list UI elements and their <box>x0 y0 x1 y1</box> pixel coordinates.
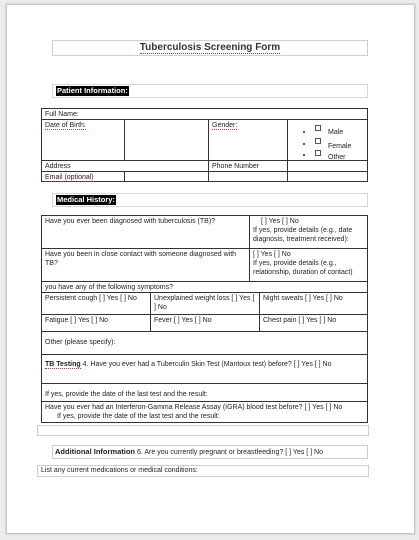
symptom-weight-loss[interactable]: Unexplained weight loss [ ] Yes [ ] No <box>150 292 260 315</box>
document-page <box>6 4 415 534</box>
email-field[interactable] <box>124 171 209 182</box>
other-checkbox[interactable] <box>315 150 321 156</box>
gender-other-label: Other <box>328 154 346 161</box>
tb-testing-label: TB Testing <box>45 361 81 368</box>
spacer-box <box>37 425 369 436</box>
symptom-chest-pain[interactable]: Chest pain [ ] Yes [ ] No <box>259 314 368 332</box>
bullet-icon <box>303 131 305 133</box>
symptoms-question: you have any of the following symptoms? <box>41 281 368 293</box>
medical-section-header <box>52 193 368 207</box>
tb-contact-question: Have you been in close contact with someone diagnosed with TB? <box>41 248 250 282</box>
tb-diagnosis-question: Have you ever been diagnosed with tuberculosis (TB)? <box>41 215 250 249</box>
bullet-icon <box>303 143 305 145</box>
email-extra-cell <box>208 171 288 182</box>
symptom-cough[interactable]: Persistent cough [ ] Yes [ ] No <box>41 292 151 315</box>
female-checkbox[interactable] <box>315 138 321 144</box>
email-label-cell: Email (optional) <box>41 171 125 182</box>
medical-section-label: Medical History: <box>57 195 115 204</box>
gender-label-cell: Gender: <box>208 119 288 161</box>
gender-male-label: Male <box>328 129 344 136</box>
dob-label-cell: Date of Birth: <box>41 119 125 161</box>
bullet-icon <box>303 154 305 156</box>
patient-section-header <box>52 84 368 98</box>
patient-section-label: Patient Information: <box>57 86 128 95</box>
gender-options-cell <box>287 119 368 161</box>
tb-diagnosis-answer[interactable]: [ ] Yes [ ] No If yes, provide details (e.g., date diagnosis, treatment received): <box>249 215 368 249</box>
dob-field[interactable] <box>124 119 209 161</box>
gender-female-label: Female <box>328 143 352 150</box>
tb-contact-answer[interactable]: [ ] Yes [ ] No If yes, provide details (e.g., relationship, duration of contact) <box>249 248 368 282</box>
address-field[interactable]: Address <box>41 160 209 172</box>
email-extra-cell-2 <box>287 171 368 182</box>
symptom-fever[interactable]: Fever [ ] Yes [ ] No <box>150 314 260 332</box>
additional-section-header: Additional Information 6. Are you currently pregnant or breastfeeding? [ ] Yes [ ] No <box>52 445 368 459</box>
tb-skin-test-date[interactable]: If yes, provide the date of the last test and the result: <box>41 383 368 402</box>
tb-skin-test-question[interactable]: TB Testing 4. Have you ever had a Tuberculin Skin Test (Mantoux test) before? [ ] Yes [ ] No <box>41 354 368 384</box>
symptom-fatigue[interactable]: Fatigue [ ] Yes [ ] No <box>41 314 151 332</box>
form-title: Tuberculosis Screening Form <box>52 40 368 56</box>
symptom-other[interactable]: Other (please specify): <box>41 331 368 355</box>
medications-field[interactable]: List any current medications or medical conditions: <box>37 465 369 477</box>
symptom-night-sweats[interactable]: Night sweats [ ] Yes [ ] No <box>259 292 368 315</box>
phone-label-cell: Phone Number <box>208 160 288 172</box>
igra-test-question[interactable]: Have you ever had an Interferon-Gamma Release Assay (IGRA) blood test before? [ ] Yes [ ] No If yes, provide the date of the last test and the result: <box>41 401 368 423</box>
full-name-field[interactable]: Full Name: <box>41 108 368 120</box>
male-checkbox[interactable] <box>315 125 321 131</box>
additional-section-label: Additional Information <box>55 447 135 456</box>
